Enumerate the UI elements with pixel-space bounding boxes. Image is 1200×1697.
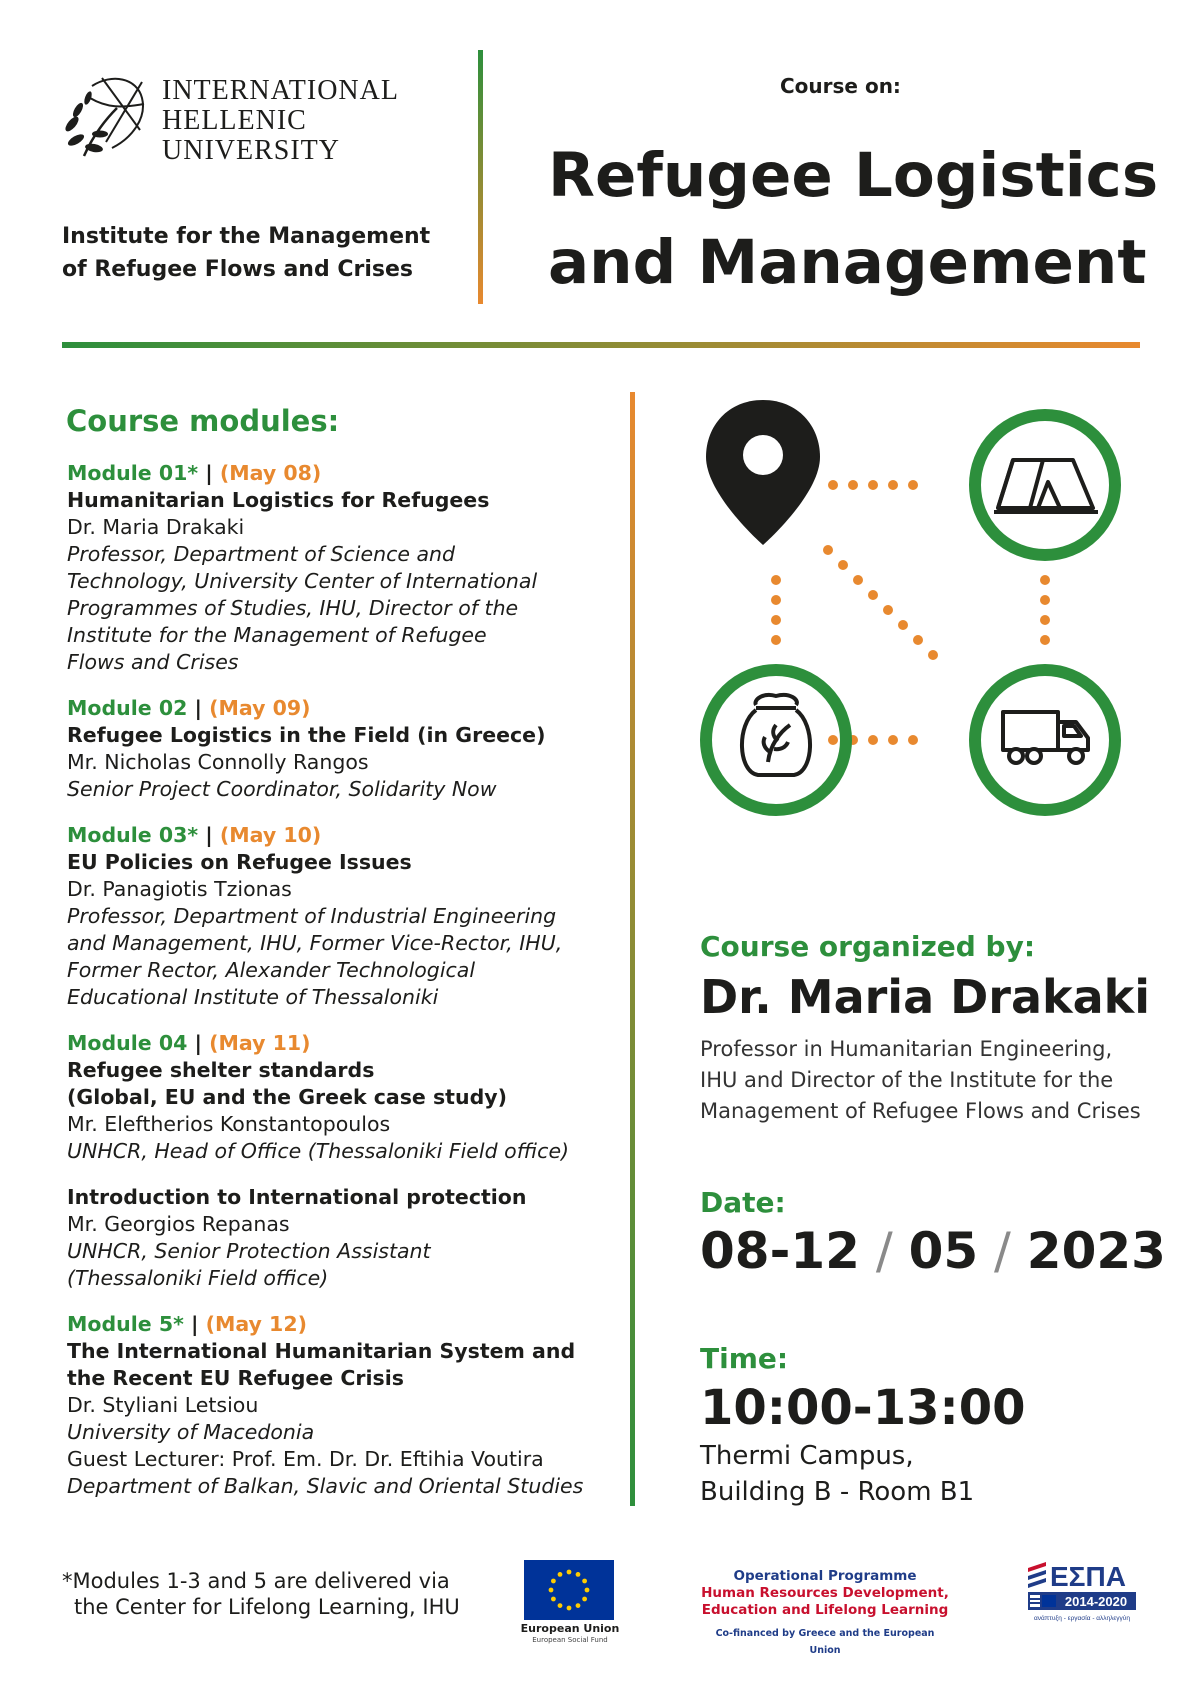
footnote: *Modules 1-3 and 5 are delivered via the Center for Lifelong Learning, IHU — [62, 1569, 460, 1619]
module-title: Introduction to International protection — [67, 1185, 527, 1209]
speaker-role: Institute for the Management of Refugee — [67, 623, 487, 647]
grain-sack-icon — [706, 670, 846, 810]
espa-logo — [1026, 1558, 1138, 1626]
module-04 — [67, 1030, 637, 1165]
svg-text:ΕΣΠΑ: ΕΣΠΑ — [1050, 1561, 1126, 1592]
connector-dots — [771, 480, 1050, 745]
speaker-role: Senior Project Coordinator, Solidarity Now — [67, 777, 497, 801]
operational-programme-logo: Operational Programme Human Resources Development, Education and Lifelong Learning Co-financed by Greece and the European Union — [701, 1568, 949, 1656]
module-speaker: Mr. Eleftherios Konstantopoulos — [67, 1112, 391, 1136]
espa-emblem-icon — [1026, 1558, 1138, 1626]
organizer-role: Professor in Humanitarian Engineering, IHU and Director of the Institute for the Management of Refugee Flows and Crises — [700, 1037, 1141, 1123]
speaker-role: (Thessaloniki Field office) — [67, 1266, 329, 1290]
truck-icon — [975, 670, 1115, 810]
module-title: EU Policies on Refugee Issues — [67, 850, 412, 874]
column-divider — [630, 392, 635, 1506]
module-speaker: Dr. Styliani Letsiou — [67, 1393, 259, 1417]
speaker-role: UNHCR, Head of Office (Thessaloniki Field office) — [67, 1139, 570, 1163]
module-title: Humanitarian Logistics for Refugees — [67, 488, 490, 512]
module-speaker: Dr. Maria Drakaki — [67, 515, 245, 539]
module-speaker: Mr. Nicholas Connolly Rangos — [67, 750, 369, 774]
guest-lecturer: Guest Lecturer: Prof. Em. Dr. Dr. Eftihia Voutira — [67, 1447, 544, 1471]
speaker-role: Professor, Department of Science and — [67, 542, 456, 566]
tent-icon — [975, 415, 1115, 555]
date-value: 08-12 / 05 / 2023 — [700, 1222, 1166, 1280]
logistics-diagram — [698, 400, 1148, 840]
organizer-name: Dr. Maria Drakaki — [700, 970, 1151, 1024]
module-05 — [67, 1311, 637, 1500]
speaker-role: University of Macedonia — [67, 1420, 315, 1444]
eu-label: European Union — [520, 1622, 620, 1635]
eu-flag-logo — [524, 1560, 614, 1620]
speaker-role: Technology, University Center of International — [67, 569, 538, 593]
institute-name: Institute for the Management of Refugee Flows and Crises — [62, 224, 431, 282]
module-01 — [67, 460, 637, 676]
course-title: Refugee Logistics and Management — [548, 140, 1159, 298]
module-title: The International Humanitarian System and — [67, 1339, 576, 1363]
university-name: INTERNATIONAL HELLENIC UNIVERSITY — [162, 75, 399, 166]
module-header: Module 01* | (May 08) — [67, 461, 322, 485]
module-title: the Recent EU Refugee Crisis — [67, 1366, 404, 1390]
eu-fund-label: European Social Fund — [532, 1636, 608, 1644]
module-speaker: Mr. Georgios Repanas — [67, 1212, 290, 1236]
speaker-role: Professor, Department of Industrial Engineering — [67, 904, 557, 928]
speaker-role: UNHCR, Senior Protection Assistant — [67, 1239, 431, 1263]
header-rule — [62, 342, 1140, 348]
module-header: Module 03* | (May 10) — [67, 823, 322, 847]
guest-role: Department of Balkan, Slavic and Oriental Studies — [67, 1474, 584, 1498]
module-title: (Global, EU and the Greek case study) — [67, 1085, 507, 1109]
module-04-part-2 — [67, 1184, 637, 1292]
speaker-role: Educational Institute of Thessaloniki — [67, 985, 439, 1009]
course-on-label: Course on: — [780, 74, 901, 98]
module-title: Refugee shelter standards — [67, 1058, 375, 1082]
module-header: Module 04 | (May 11) — [67, 1031, 311, 1055]
module-02 — [67, 695, 637, 803]
module-title: Refugee Logistics in the Field (in Greece) — [67, 723, 546, 747]
time-label: Time: — [700, 1342, 789, 1375]
university-logo-mark — [62, 68, 146, 160]
header-divider — [478, 50, 483, 304]
svg-text:ανάπτυξη - εργασία - αλληλεγγύ: ανάπτυξη - εργασία - αλληλεγγύη — [1034, 1615, 1130, 1622]
modules-heading: Course modules: — [66, 404, 340, 438]
module-speaker: Dr. Panagiotis Tzionas — [67, 877, 292, 901]
organizer-label: Course organized by: — [700, 930, 1036, 963]
speaker-role: Flows and Crises — [67, 650, 239, 674]
date-label: Date: — [700, 1186, 786, 1219]
module-header: Module 02 | (May 09) — [67, 696, 311, 720]
module-header: Module 5* | (May 12) — [67, 1312, 307, 1336]
speaker-role: and Management, IHU, Former Vice-Rector, IHU, — [67, 931, 563, 955]
svg-text:2014-2020: 2014-2020 — [1064, 1594, 1128, 1609]
location-pin-icon — [706, 400, 820, 545]
module-03 — [67, 822, 637, 1011]
modules-list — [67, 460, 637, 1519]
speaker-role: Former Rector, Alexander Technological — [67, 958, 476, 982]
location: Thermi Campus, Building B - Room B1 — [700, 1441, 975, 1507]
speaker-role: Programmes of Studies, IHU, Director of the — [67, 596, 519, 620]
time-value: 10:00-13:00 — [700, 1380, 1026, 1436]
